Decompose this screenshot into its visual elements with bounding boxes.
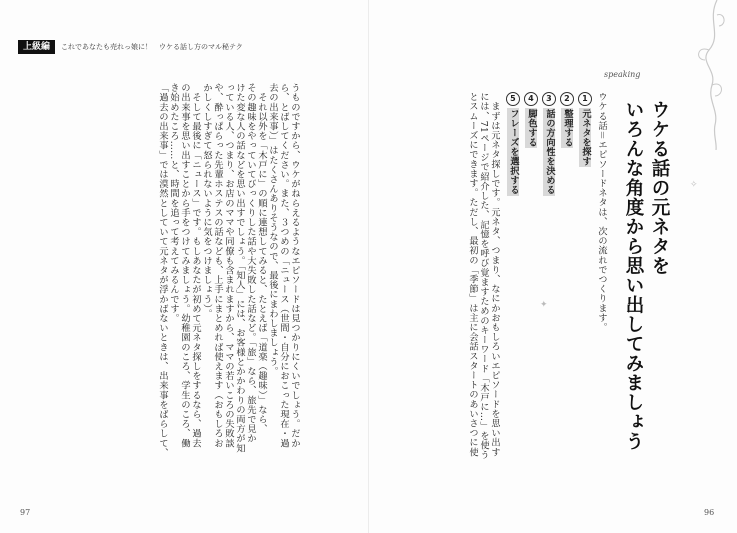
sparkle-icon: ✧ — [690, 180, 698, 190]
page-number-left: 97 — [20, 508, 31, 517]
step-item — [560, 92, 574, 212]
running-header — [18, 40, 243, 54]
body-line: 去の出来事）」はたくさんありそうなので、最後にまわしましょう。 — [267, 83, 278, 376]
section-heading — [616, 100, 672, 451]
step-number: 2 — [560, 92, 574, 106]
intro-text: ウケる話＝エピソードネタは、次の流れでつくります。 — [596, 92, 607, 332]
flourish-ornament-icon — [687, 0, 727, 150]
body-line: けた変な人の話などを思い出すでしょう。「知人」には、お客様とかかわりの両方が知 — [234, 83, 245, 453]
step-label: 元ネタを探す — [580, 109, 591, 166]
body-line: そして最後に「ニュース」です。もしあなたが初めて元ネタ探しをするなら、過去 — [190, 83, 201, 448]
body-line: まずは元ネタ探しです。元ネタ、つまり、なにかおもしろいエピソードを思い出す — [489, 92, 500, 457]
heading-line-1: ウケる話の元ネタを — [649, 100, 670, 276]
step-label: 話の方向性を決める — [544, 109, 555, 195]
step-item — [524, 92, 538, 212]
speaking-label: speaking — [604, 70, 641, 79]
body-line: うものですから、ウケがねらえるようなエピソードは見つかりにくいでしょう。だか — [289, 83, 300, 448]
body-line: や、酔っぱらった先輩ホステスの話なども、上手にまとめれば使えます（おもしろお — [212, 83, 223, 448]
chapter-title: これであなたも売れっ娘に！ ウケる話し方のマル秘テク — [61, 43, 243, 51]
body-line: その趣味をやっていてびっくりした話や大失敗した話など。「旅」なら、旅先で見か — [245, 83, 256, 444]
step-label: フレーズを選択する — [508, 109, 519, 195]
body-line: き始めたころ……と、時間を追って考えてみるんです。 — [168, 83, 179, 323]
step-number: 5 — [506, 92, 520, 106]
page-gutter — [368, 0, 369, 533]
body-line: ら、とばしてください。また、３つめの「ニュース（世間・自分におこった現在・過 — [278, 83, 289, 448]
right-body-text — [380, 92, 500, 462]
step-number: 1 — [578, 92, 592, 106]
step-label: 脚色する — [526, 109, 537, 147]
body-line: の出来事を思い出すことから手をつけてみましょう。幼稚園のころ、学生のころ、働 — [179, 83, 190, 448]
step-item — [578, 92, 592, 212]
left-body-text — [40, 83, 300, 475]
steps-list — [502, 92, 592, 212]
page-number-right: 96 — [704, 508, 715, 517]
level-badge: 上級編 — [18, 40, 55, 54]
step-number: 3 — [542, 92, 556, 106]
body-line: とスムーズにできます。ただし、最初の「季節」は主に会話スタートのあいさつに使 — [467, 92, 478, 457]
body-line: 「過去の出来事」では漠然としていて元ネタが浮かばないときは、出来事をばらして、 — [157, 83, 168, 458]
heading-line-2: いろんな角度から思い出してみましょう — [623, 100, 644, 451]
body-line: かしくしすぎて怒られないように気をつけましょう）。 — [201, 83, 212, 319]
body-line: それ以外を「木戸に」の順に連想してみると、たとえば「道楽（趣味）」なら、 — [256, 83, 267, 434]
body-line: には、71ページで紹介した、記憶を呼び覚ますためのキーワード「木戸に…」を使う — [478, 92, 489, 460]
step-label: 整理する — [562, 109, 573, 147]
sparkle-icon: ✦ — [540, 300, 548, 310]
step-item — [542, 92, 556, 212]
step-number: 4 — [524, 92, 538, 106]
step-item — [506, 92, 520, 212]
body-line: っている人、つまり、お店のママや同僚も含まれますから、ママの若いころの失敗談 — [223, 83, 234, 448]
